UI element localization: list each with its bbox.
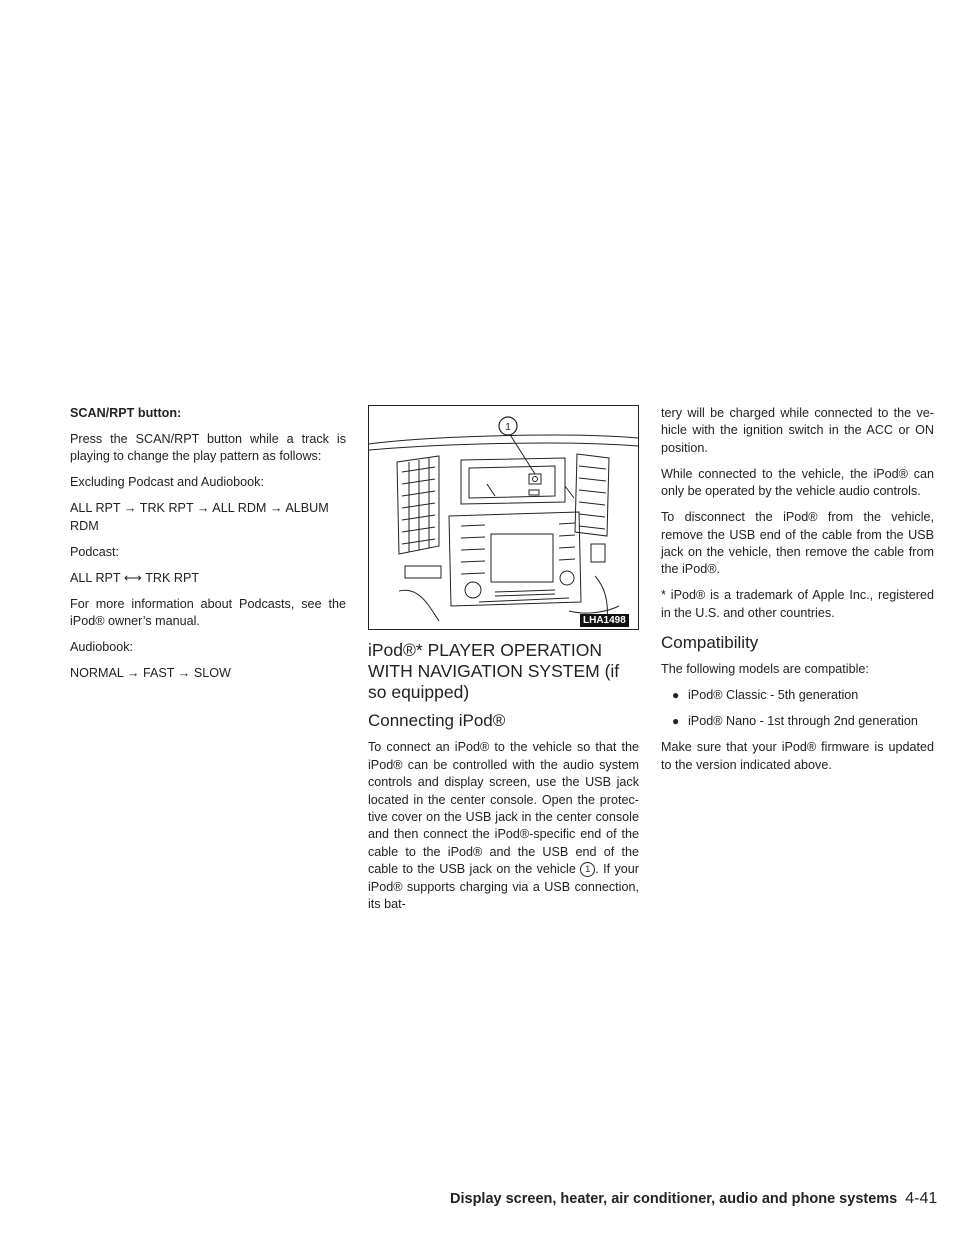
dashboard-drawing [369, 406, 638, 629]
footer-title: Display screen, heater, air conditioner, audio and phone systems [450, 1191, 898, 1207]
column-3 [661, 405, 934, 783]
excluding-label: Excluding Podcast and Audiobook: [70, 475, 264, 490]
compatibility-intro: The following models are compatible: [661, 662, 869, 677]
disconnect-text: To disconnect the iPod® from the vehicle, remove the USB end of the cable from the USB jack on the vehicle, then remove the cable from the iPod®. [661, 510, 934, 577]
connecting-text [368, 739, 639, 913]
column-2 [368, 405, 639, 922]
compatibility-title: Compatibility [661, 633, 759, 653]
compatibility-list [661, 687, 934, 730]
audiobook-label: Audiobook: [70, 640, 134, 655]
page-number: 4-41 [905, 1190, 938, 1207]
pattern-default: ALL RPT → TRK RPT → ALL RDM → ALBUM RDM [70, 501, 329, 533]
scan-rpt-heading: SCAN/RPT button: [70, 406, 182, 420]
dashboard-illustration [368, 405, 639, 630]
firmware-text: Make sure that your iPod® firmware is updated to the version indicated above. [661, 740, 934, 772]
podcast-label: Podcast: [70, 544, 120, 559]
list-item [661, 687, 934, 704]
pattern-podcast: ALL RPT ⟷ TRK RPT [70, 570, 200, 585]
podcast-info: For more information about Podcasts, see the iPod® owner’s manual. [70, 596, 346, 629]
bullet-icon: ● [672, 714, 680, 729]
callout-1-inline: 1 [580, 862, 595, 877]
connecting-text-a: To connect an iPod® to the vehicle so that the iPod® can be controlled with the audio system controls and display screen, use the USB jack located in the center console. Open the protec- tive cover on the USB jack in the center console and then connect the iPod®-specific end of the cable to the iPod® and the USB end of the cable to the USB jack on the vehicle [368, 740, 639, 877]
connecting-title: Connecting iPod® [368, 711, 506, 731]
list-item-text: iPod® Classic - 5th generation [688, 688, 859, 703]
controls-text: While connected to the vehicle, the iPod® can only be operated by the vehicle audio controls. [661, 466, 934, 499]
charging-text: tery will be charged while connected to the ve- hicle with the ignition switch in the ACC or ON position. [661, 406, 934, 455]
figure-label: LHA1498 [580, 614, 629, 627]
column-1 [70, 405, 346, 691]
list-item [661, 713, 934, 730]
pattern-audiobook: NORMAL → FAST → SLOW [70, 666, 231, 681]
section-title: iPod®* PLAYER OPERATION WITH NAVIGATION SYSTEM (if so equipped) [368, 640, 620, 702]
connecting-text-b: . If your iPod® supports charging via a USB connection, its bat- [368, 862, 640, 912]
page-footer [450, 1190, 937, 1208]
list-item-text: iPod® Nano - 1st through 2nd generation [688, 714, 918, 729]
scan-rpt-text: Press the SCAN/RPT button while a track is playing to change the play pattern as follows: [70, 432, 346, 464]
trademark-text: * iPod® is a trademark of Apple Inc., registered in the U.S. and other countries. [661, 588, 934, 620]
bullet-icon: ● [672, 688, 680, 703]
callout-1-text: 1 [505, 422, 511, 433]
